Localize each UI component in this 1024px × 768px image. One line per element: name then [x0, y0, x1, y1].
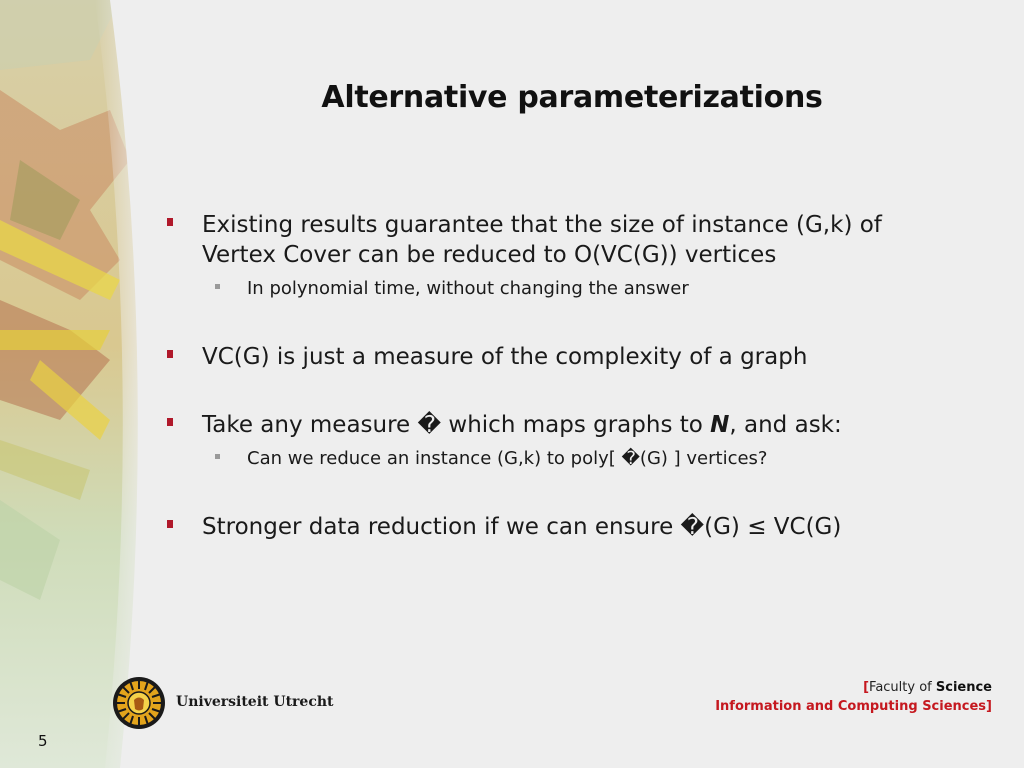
bullet-item — [160, 342, 960, 372]
bullet-item — [160, 512, 960, 542]
square-bullet-icon — [167, 350, 173, 358]
square-bullet-icon — [167, 418, 173, 426]
sub-bullet-text: Can we reduce an instance (G,k) to poly[ �(G) ] vertices? — [247, 448, 768, 469]
department-name: Information and Computing Sciences — [715, 699, 987, 714]
bullet-list — [160, 210, 960, 542]
bullet-text: Stronger data reduction if we can ensure �(G) ≤ VC(G) — [202, 514, 842, 540]
bullet-text: Existing results guarantee that the size of instance (G,k) of Vertex Cover can be reduced to O(VC(G)) vertices — [202, 212, 882, 268]
bullet-text: VC(G) is just a measure of the complexity of a graph — [202, 344, 808, 370]
slide-title: Alternative parameterizations — [321, 80, 823, 115]
decorative-background — [0, 0, 180, 768]
square-sub-bullet-icon — [215, 284, 220, 289]
square-bullet-icon — [167, 520, 173, 528]
bullet-text-start: Take any measure � which maps graphs to — [202, 412, 711, 438]
faculty-name: Science — [935, 680, 992, 695]
bullet-text-emphasis: N — [710, 412, 730, 438]
bullet-text-end: , and ask: — [729, 412, 842, 438]
sub-bullet-item — [160, 276, 960, 302]
bracket-close: ] — [986, 699, 992, 714]
sub-bullet-text: In polynomial time, without changing the answer — [247, 278, 689, 299]
page-number: 5 — [38, 732, 48, 750]
faculty-label — [715, 678, 992, 716]
bullet-item — [160, 410, 960, 440]
university-name: Universiteit Utrecht — [176, 694, 334, 710]
bullet-item — [160, 210, 960, 270]
square-sub-bullet-icon — [215, 454, 220, 459]
university-sun-logo-icon — [112, 676, 166, 730]
bracket-open: [ — [863, 680, 870, 695]
sub-bullet-item — [160, 446, 960, 472]
square-bullet-icon — [167, 218, 173, 226]
faculty-prefix: Faculty of — [869, 680, 936, 695]
